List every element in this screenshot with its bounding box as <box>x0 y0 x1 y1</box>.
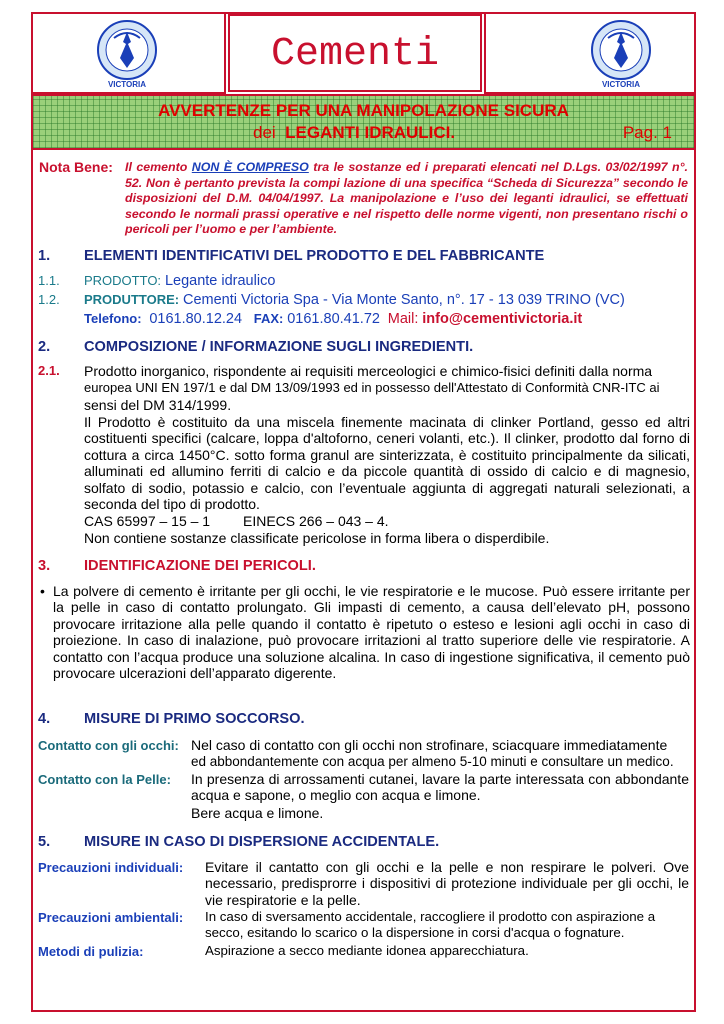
nota-bene-label: Nota Bene: <box>39 159 113 175</box>
composition-line-c: sensi del DM 314/1999. <box>84 397 232 413</box>
title-banner <box>31 94 696 150</box>
logo-left <box>88 18 166 90</box>
mail-label: Mail: <box>387 311 419 327</box>
nota-rest: tra le sostanze ed i preparati elencati nel D.Lgs. 03/02/1997 n°. 52. Non è pertanto prevista la compi lazione di una specifica “Scheda di Sicurezza” secondo le disposizioni del D.M. 04/04/1997. La manipolazione e l’uso dei leganti idraulici, se effettuati secondo le normali prassi operative e nel rispetto delle norme vigenti, non presentano rischi o pericoli per l’uomo e per l’ambiente. <box>125 160 688 237</box>
individual-precautions-label: Precauzioni individuali: <box>38 860 184 875</box>
brand-title: Cementi <box>228 14 482 92</box>
eyes-contact-label: Contatto con gli occhi: <box>38 738 179 753</box>
section-5-number: 5. <box>38 834 51 850</box>
section-4-number: 4. <box>38 711 51 727</box>
section-3-number: 3. <box>38 558 51 574</box>
producer-label: PRODUTTORE: <box>84 292 180 307</box>
banner-subtitle-prefix: dei <box>253 123 276 142</box>
nota-underlined: NON È COMPRESO <box>191 160 309 174</box>
nota-bene-text <box>125 160 688 238</box>
banner-subtitle-bold: LEGANTI IDRAULICI. <box>285 123 456 142</box>
composition-line-a: Prodotto inorganico, rispondente ai requisiti merceologici e chimico-fisici definiti dalla norma <box>84 363 653 379</box>
environmental-precautions-label: Precauzioni ambientali: <box>38 910 184 925</box>
skin-contact-text: In presenza di arrossamenti cutanei, lavare la parte interessata con abbondante acqua e sapone, o meglio con acqua e limone. <box>191 771 689 804</box>
mail-link[interactable]: info@cementivictoria.it <box>422 311 583 327</box>
eyes-contact-text-2: ed abbondantemente con acqua per almeno 5-10 minuti e consultare un medico. <box>191 754 674 769</box>
section-3-title: IDENTIFICAZIONE DEI PERICOLI. <box>84 558 316 574</box>
fax-label: FAX: <box>253 311 284 326</box>
skin-contact-text-2: Bere acqua e limone. <box>191 805 324 821</box>
environmental-precautions-text: In caso di sversamento accidentale, raccogliere il prodotto con aspirazione a secco, esitando lo scarico o la dispersione in corsi d'acqua o fognature. <box>205 909 656 941</box>
producer-value: Cementi Victoria Spa - Via Monte Santo, n°. 17 - 13 039 TRINO (VC) <box>183 292 625 308</box>
section-4-title: MISURE DI PRIMO SOCCORSO. <box>84 711 305 727</box>
logo-right <box>582 18 660 90</box>
individual-precautions-text: Evitare il cantatto con gli occhi e la pelle e non respirare le polveri. Ove necessario, predisprorre i dispositivi di protezione individuale per gli occhi, le vie respiratorie e la pelle. <box>205 859 689 908</box>
banner-subtitle <box>253 123 455 143</box>
section-5-heading <box>38 834 439 850</box>
composition-note: Non contiene sostanze classificate pericolose in forma libera o disperdibile. <box>84 530 550 546</box>
section-5-title: MISURE IN CASO DI DISPERSIONE ACCIDENTALE. <box>84 834 440 850</box>
hazard-text: La polvere di cemento è irritante per gli occhi, le vie respiratorie e le mucose. Può essere irritante per la pelle in caso di contatto prolungato. Gli impasti di cemento, a causa dell’elevato pH, possono provocare irritazione alla pelle quando il contatto è ripetuto o esteso e lesioni agli occhi in caso di proiezione. In caso di inalazione, può provocare irritazioni al tratto superiore delle vie respiratorie. A contatto con l’acqua produce una soluzione alcalina. In caso di ingestione significativa, il cemento può provocare ulcerazioni dell’apparato digerente. <box>53 583 690 682</box>
section-1-number: 1. <box>38 248 51 264</box>
product-number: 1.1. <box>38 273 60 288</box>
section-2-number: 2. <box>38 339 51 355</box>
cleaning-methods-label: Metodi di pulizia: <box>38 944 144 959</box>
fax-value: 0161.80.41.72 <box>287 311 380 327</box>
cleaning-methods-text: Aspirazione a secco mediante idonea apparecchiatura. <box>205 943 529 958</box>
logo-right-text: VICTORIA <box>601 80 641 89</box>
contact-row <box>84 310 582 327</box>
skin-contact-label: Contatto con la Pelle: <box>38 772 171 787</box>
banner-title: AVVERTENZE PER UNA MANIPOLAZIONE SICURA <box>158 101 569 120</box>
page-number: Pag. 1 <box>622 123 672 142</box>
section-1-title: ELEMENTI IDENTIFICATIVI DEL PRODOTTO E DEL FABBRICANTE <box>84 248 545 264</box>
section-4-heading <box>38 711 305 727</box>
nota-pre: Il cemento <box>125 160 188 174</box>
section-2-1-number: 2.1. <box>38 363 60 378</box>
composition-line-b: europea UNI EN 197/1 e dal DM 13/09/1993 ed in possesso dell'Attestato di Conformità CNR-ITC ai <box>84 380 660 395</box>
section-1-heading <box>38 248 544 264</box>
product-value: Legante idraulico <box>164 273 276 289</box>
section-3-heading <box>38 558 316 574</box>
einecs-number: EINECS 266 – 043 – 4. <box>243 513 389 529</box>
section-2-heading <box>38 339 473 355</box>
producer-row <box>38 291 625 308</box>
hazard-bullet: • <box>40 583 45 599</box>
producer-number: 1.2. <box>38 292 60 307</box>
product-label: PRODOTTO: <box>84 273 162 288</box>
cas-number: CAS 65997 – 15 – 1 <box>84 513 211 529</box>
composition-paragraph: Il Prodotto è costituito da una miscela finemente macinata di clinker Portland, gesso ed altri costituenti specifici (calcare, loppa d'altoforno, ceneri volanti, etc.). Il clinker, prodotto dal forno di cottura a circa 1450°C. sotto forma granul are sinterizzata, è costituito principalmente da silicati, alluminati ed allumino ferriti di calcio e da piccole quantità di ossido di calcio e di magnesio, solfato di sodio, potassio e calcio, con l’eventuale aggiunta di aggregati naturali selezionati, a seconda del tipo di prodotto. <box>84 414 690 513</box>
phone-value: 0161.80.12.24 <box>149 311 243 327</box>
logo-left-text: VICTORIA <box>107 80 147 89</box>
phone-label: Telefono: <box>84 311 142 326</box>
section-2-title: COMPOSIZIONE / INFORMAZIONE SUGLI INGREDIENTI. <box>84 339 474 355</box>
eyes-contact-text-1: Nel caso di contatto con gli occhi non strofinare, sciacquare immediatamente <box>191 737 668 753</box>
product-row <box>38 272 275 289</box>
